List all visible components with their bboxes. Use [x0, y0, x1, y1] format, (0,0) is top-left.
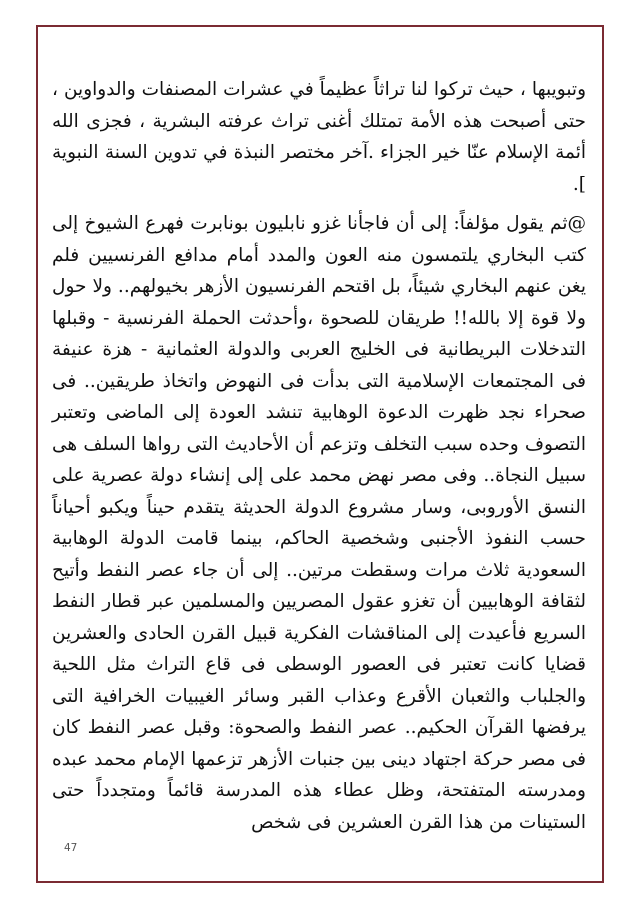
paragraph-2: @ثم يقول مؤلفاً: إلى أن فاجأنا غزو نابليون بونابرت فهرع الشيوخ إلى كتب البخاري يلتمسون منه العون والمدد أمام مدافع الفرنسيين فلم يغن عنهم البخاري شيئاً، بل اقتحم الفرنسيون الأزهر بخيولهم.. ولا حول ولا قوة إلا بالله!! طريقان للصحوة ،وأحدثت الحملة الفرنسية - وقبلها التدخلات البريطانية فى الخليج العربى والدولة العثمانية - هزة عنيفة فى المجتمعات الإسلامية التى بدأت فى النهوض واتخاذ طريقين.. فى صحراء نجد ظهرت الدعوة الوهابية تنشد العودة إلى الماضى وتعتبر التصوف وحده سبب التخلف وتزعم أن الأحاديث التى رواها السلف هى سبيل النجاة.. وفى مصر نهض محمد على إلى إنشاء دولة عصرية على النسق الأوروبى، وسار مشروع الدولة الحديثة يتقدم حيناً ويكبو أحياناً حسب النفوذ الأجنبى وشخصية الحاكم، بينما قامت الدولة الوهابية السعودية ثلاث مرات وسقطت مرتين.. إلى أن جاء عصر النفط وأتيح لثقافة الوهابيين أن تغزو عقول المصريين والمسلمين عبر قطار النفط السريع فأعيدت إلى المناقشات الفكرية قبيل القرن الحادى والعشرين قضايا كانت تعتبر فى العصور الوسطى فى قاع التراث مثل اللحية والجلباب والثعبان الأقرع وعذاب القبر وسائر الغيبيات الخرافية التى يرفضها القرآن الحكيم.. عصر النفط والصحوة: وقبل عصر النفط كان فى مصر حركة اجتهاد دينى بين جنبات الأزهر تزعمها الإمام محمد عبده ومدرسته المتفتحة، وظل عطاء هذه المدرسة قائماً ومتجدداً حتى الستينات من هذا القرن العشرين فى شخص: [52, 213, 586, 833]
page-number: 47: [64, 842, 78, 854]
paragraph-1: وتبويبها ، حيث تركوا لنا تراثاً عظيماً في عشرات المصنفات والدواوين ، حتى أصبحت هذه الأمة تمتلك أغنى تراث عرفته البشرية ، فجزى الله أئمة الإسلام عنّا خير الجزاء .آخر مختصر النبذة في تدوين السنة النبوية ].: [52, 79, 586, 195]
body-text: [52, 74, 586, 838]
